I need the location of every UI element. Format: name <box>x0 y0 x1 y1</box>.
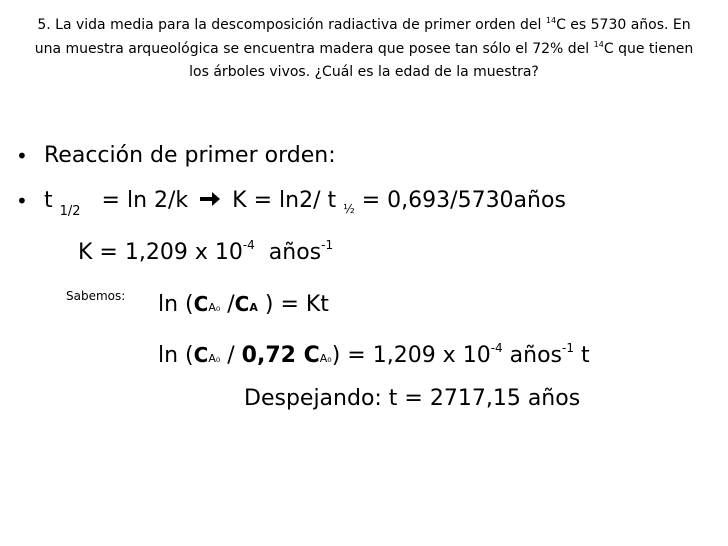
sabemos-label: Sabemos: <box>66 289 126 303</box>
concentration-subscript: A₀ <box>208 301 221 314</box>
concentration-subscript: A₀ <box>208 352 221 365</box>
years-unit: años <box>268 240 322 265</box>
equation-k-value: = 0,693/5730años <box>361 188 566 213</box>
right-arrow-icon <box>199 189 221 209</box>
half-life-subscript: 1/2 <box>59 204 81 219</box>
problem-text-3: C que tienen los árboles vivos. ¿Cuál es la edad de la muestra? <box>189 40 694 80</box>
problem-text-2: C es 5730 años. En una muestra arqueológica se encuentra madera que posee tan sólo el 72% del <box>34 17 691 57</box>
problem-text-1: 5. La vida media para la descomposición radiactiva de primer orden del <box>37 17 542 33</box>
isotope-mass-number: 14 <box>545 16 557 25</box>
equation-ln2-k: = ln 2/k <box>101 188 189 213</box>
bullet-marker: • <box>16 144 28 168</box>
integrated-rate-law <box>158 289 329 323</box>
concentration-symbol: C <box>234 292 250 316</box>
eq-text: ) = Kt <box>257 292 329 317</box>
exponent: -1 <box>321 238 334 252</box>
isotope-mass-number: 14 <box>593 39 604 49</box>
concentration-subscript: A <box>249 301 258 314</box>
concentration-symbol: C <box>193 292 209 316</box>
eq-text: ln ( <box>158 292 194 317</box>
substituted-equation <box>158 340 590 374</box>
concentration-subscript: A₀ <box>319 352 332 365</box>
eq-text: ) = 1,209 x 10 <box>331 343 491 368</box>
years-unit: años <box>502 343 562 368</box>
exponent: -1 <box>562 341 574 355</box>
eq-text: t <box>573 343 590 368</box>
fraction-coefficient: 0,72 C <box>241 343 320 368</box>
bullet-half-life <box>16 186 566 219</box>
equation-k-def: K = ln2/ t <box>232 188 337 213</box>
eq-text: ln ( <box>158 343 194 368</box>
exponent: -4 <box>490 341 503 355</box>
result-line: Despejando: t = 2717,15 años <box>244 386 581 411</box>
problem-statement <box>30 14 698 85</box>
k-value-text: K = 1,209 x 10 <box>78 240 243 265</box>
k-value-line <box>78 238 333 270</box>
half-subscript: ½ <box>343 202 355 216</box>
eq-text: / <box>220 292 235 317</box>
bullet-marker: • <box>16 189 28 213</box>
exponent: -4 <box>242 238 255 252</box>
t-symbol: t <box>44 188 53 213</box>
concentration-symbol: C <box>193 343 209 367</box>
bullet-text: Reacción de primer orden: <box>44 143 336 168</box>
bullet-first-order <box>16 141 336 171</box>
eq-text: / <box>220 343 242 368</box>
